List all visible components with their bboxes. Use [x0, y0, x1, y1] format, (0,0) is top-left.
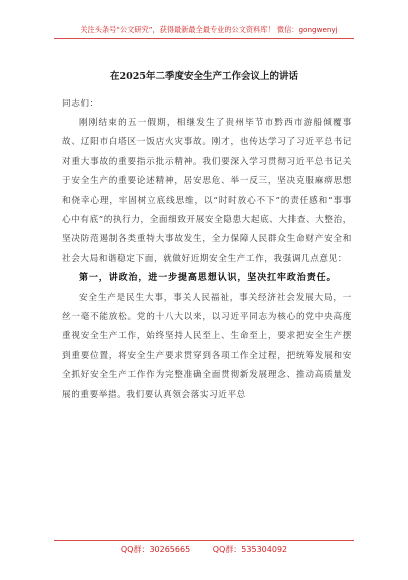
paragraph-section-1: 安全生产是民生大事，事关人民福祉，事关经济社会发展大局，一丝一毫不能放松。党的十八大以来，以习近平同志为核心的党中央高度重视安全生产工作，始终坚持人民至上、生命至上，要求把安全生产摆到重要位置，将安全生产要求贯穿到各项工作全过程，把统筹发展和安全抓好安全生产工作作为完整准确全面贯彻新发展理念、推动高质量发展的重要举措。我们要认真领会落实习近平总	[62, 292, 352, 400]
greeting: 同志们：	[62, 99, 99, 109]
footer-divider	[54, 540, 354, 541]
header-divider	[54, 38, 354, 39]
document-body	[62, 95, 352, 405]
header-banner: 关注头条号“公文研究”，获得最新最全最专业的公文资料库！ 微信：gongwenyj	[80, 25, 338, 34]
footer-qq-group-1: QQ群：30265665	[120, 545, 191, 554]
footer-qq-group-2: QQ群：535304092	[212, 545, 288, 554]
document-title: 在2025年二季度安全生产工作会议上的讲话	[110, 71, 298, 82]
section-heading-1: 第一，讲政治，进一步提高思想认识，坚决扛牢政治责任。	[79, 273, 337, 284]
paragraph-intro: 刚刚结束的五一假期，相继发生了贵州毕节市黔西市游船倾覆事故、辽阳市白塔区一饭店火灾事故。刚才，也传达学习了习近平总书记对重大事故的重要指示批示精神。我们要深入学习贯彻习近平总书记关于安全生产的重要论述精神，居安思危、举一反三，坚决克服麻痹思想和侥幸心理，牢固树立底线思维，以“时时放心不下”的责任感和“事事心中有底”的执行力，全面细致开展安全隐患大起底、大排查、大整治，坚决防范遏制各类重特大事故发生，全力保障人民群众生命财产安全和社会大局和谐稳定下面，就做好近期安全生产工作，我强调几点意见：	[62, 118, 353, 264]
footer	[54, 544, 354, 555]
